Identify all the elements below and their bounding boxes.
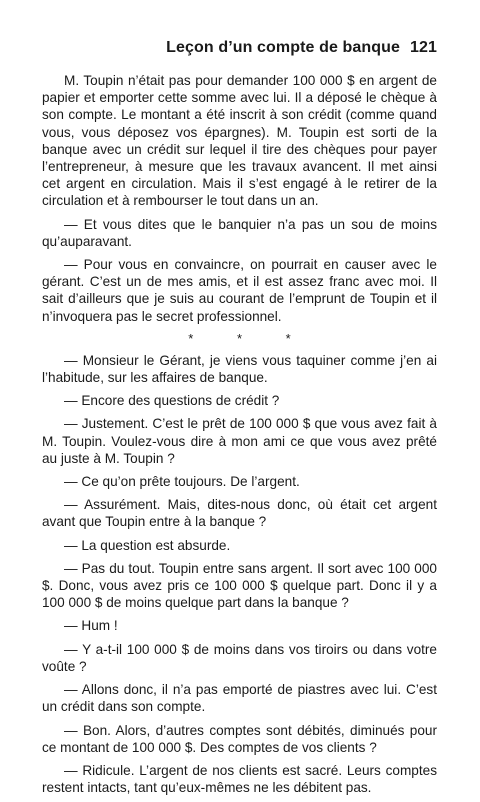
paragraph: — Assurément. Mais, dites-nous donc, où était cet argent avant que Toupin entre à la banque ? [42, 497, 437, 530]
paragraph: — Pas du tout. Toupin entre sans argent. Il sort avec 100 000 $. Donc, vous avez pris ce 100 000 $ quelque part. Donc il y a 100 000 $ de moins quelque part dans la banque ? [42, 560, 437, 611]
paragraph: — Monsieur le Gérant, je viens vous taquiner comme j’en ai l’habitude, sur les affaires de banque. [42, 352, 437, 386]
paragraph: — Allons donc, il n’a pas emporté de piastres avec lui. C’est un crédit dans son compte. [42, 682, 437, 715]
paragraph: M. Toupin n’était pas pour demander 100 000 $ en argent de papier et emporter cette somme avec lui. Il a déposé le chèque à son compte. Le montant a été inscrit à son crédit (comme quand vous, vous déposez vos épargnes). M. Toupin est sorti de la banque avec un crédit sur lequel il tire des chèques pour payer l’entrepreneur, à mesure que les travaux avancent. Il met ainsi cet argent en circulation. Mais il s’est engagé à le retirer de la circulation et à rembourser le tout dans un an. [42, 73, 437, 209]
paragraph: — Bon. Alors, d’autres comptes sont débités, diminués pour ce montant de 100 000 $. Des comptes de vos clients ? [42, 722, 437, 755]
body-text [42, 72, 437, 796]
paragraph: — La question est absurde. [64, 537, 231, 553]
book-page [42, 38, 437, 802]
section-separator: * * * [188, 330, 311, 346]
paragraph: — Ce qu’on prête toujours. De l’argent. [64, 474, 300, 490]
paragraph: — Justement. C’est le prêt de 100 000 $ que vous avez fait à M. Toupin. Voulez-vous dire à mon ami ce que vous avez prêté au juste à M. Toupin ? [42, 416, 437, 466]
page-number: 121 [410, 39, 437, 56]
paragraph: — Et vous dites que le banquier n’a pas un sou de moins qu’auparavant. [42, 216, 437, 249]
paragraph: — Pour vous en convaincre, on pourrait en causer avec le gérant. C’est un de mes amis, et il est assez franc avec moi. Il sait d’ailleurs que je suis au courant de l’emprunt de Toupin et il n’invoquera pas le secret professionnel. [42, 257, 437, 324]
running-head [42, 38, 437, 58]
paragraph: — Encore des questions de crédit ? [64, 393, 280, 409]
paragraph: — Ridicule. L’argent de nos clients est sacré. Leurs comptes restent intacts, tant qu’eux-mêmes ne les débitent pas. [42, 762, 437, 796]
paragraph: — Hum ! [64, 618, 118, 634]
chapter-title: Leçon d’un compte de banque [166, 39, 400, 56]
paragraph: — Y a-t-il 100 000 $ de moins dans vos tiroirs ou dans votre voûte ? [42, 641, 437, 674]
